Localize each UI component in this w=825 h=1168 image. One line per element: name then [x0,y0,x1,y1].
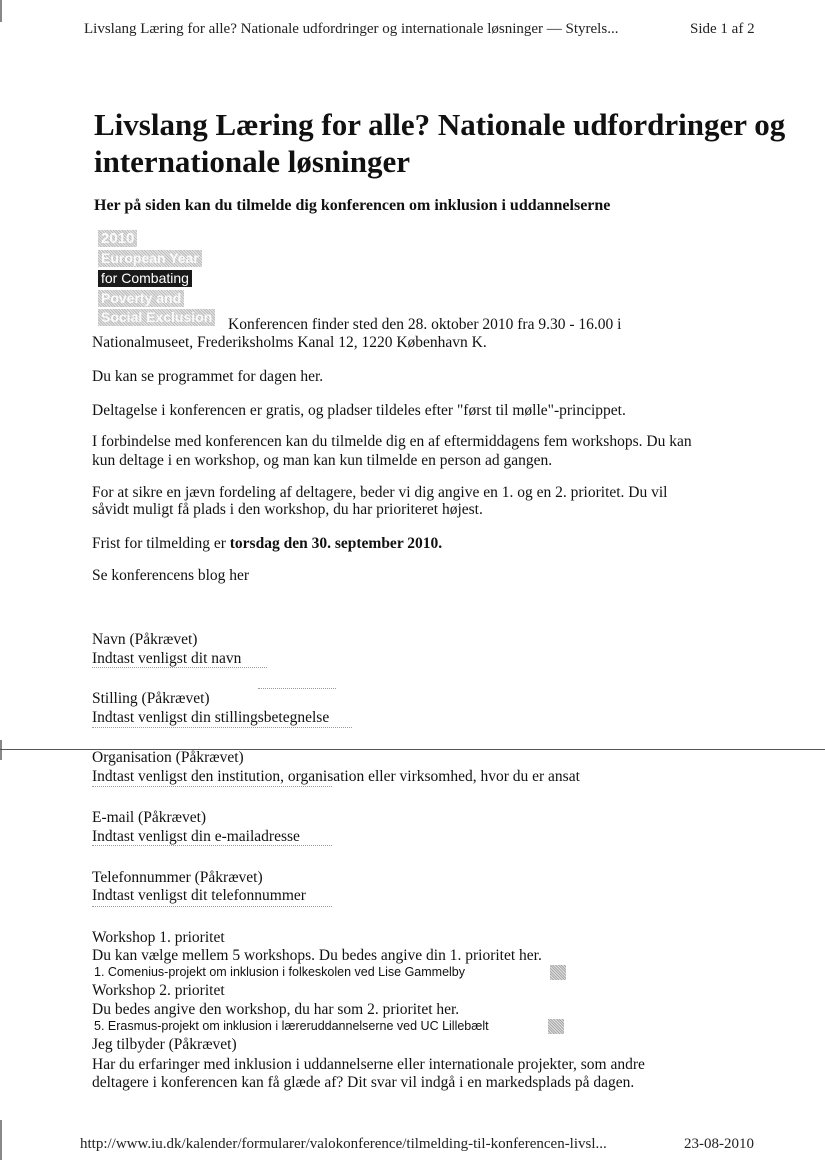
ws2-help: Du bedes angive den workshop, du har som 2. prioritet her. [92,1001,460,1018]
title-help: Indtast venligst din stillingsbetegnelse [92,709,330,726]
workshops-text: I forbindelse med konferencen kan du tilmelde dig en af eftermiddagens fem workshops. Du kan [92,433,692,450]
print-footer-url: http://www.iu.dk/kalender/formularer/valokonference/tilmelding-til-konferencen-livsl... [80,1136,607,1152]
venue-text: Konferencen finder sted den 28. oktober 2010 fra 9.30 - 16.00 i [228,316,622,333]
venue-text: Nationalmuseet, Frederiksholms Kanal 12, 1220 København K. [92,334,487,351]
offer-help: deltagere i konferencen kan få glæde af? Dit svar vil indgå i en markedsplads på dagen. [92,1074,635,1091]
ws2-select[interactable]: 5. Erasmus-projekt om inklusion i læreruddannelserne ved UC Lillebælt [94,1019,489,1033]
logo-line: European Year [98,250,202,267]
logo-line: for Combating [98,270,192,287]
ws1-label: Workshop 1. prioritet [92,929,225,946]
email-label: E-mail (Påkrævet) [92,809,207,826]
deadline-text [92,534,442,553]
print-header-page: Side 1 af 2 [690,21,755,37]
print-footer-date: 23-08-2010 [684,1136,754,1152]
print-header-title: Livslang Læring for alle? Nationale udfordringer og internationale løsninger — Styrels... [84,21,619,37]
title-input[interactable] [92,727,352,728]
offer-label: Jeg tilbyder (Påkrævet) [92,1036,237,1053]
european-year-logo [98,228,222,327]
deadline-prefix: Frist for tilmelding er [92,535,230,552]
scan-mark [0,0,2,22]
email-help: Indtast venligst din e-mailadresse [92,828,300,845]
ws2-label: Workshop 2. prioritet [92,982,225,999]
field-separator [258,688,336,689]
page-title: Livslang Læring for alle? Nationale udfordringer og internationale løsninger [94,107,786,179]
priority-text: såvidt muligt få plads i den workshop, du har prioriteret højest. [92,501,483,518]
logo-year: 2010 [98,230,137,247]
name-input[interactable] [92,667,267,668]
org-input[interactable] [92,786,332,787]
phone-label: Telefonnummer (Påkrævet) [92,869,263,886]
scan-mark [0,740,2,760]
workshops-text: kun deltage i en workshop, og man kan kun tilmelde en person ad gangen. [92,452,553,469]
org-help: Indtast venligst den institution, organisation eller virksomhed, hvor du er ansat [92,768,580,785]
ws1-select[interactable]: 1. Comenius-projekt om inklusion i folkeskolen ved Lise Gammelby [94,965,465,979]
title-label: Stilling (Påkrævet) [92,690,210,707]
logo-line: Poverty and [98,290,184,307]
org-label: Organisation (Påkrævet) [92,749,244,766]
ws1-help: Du kan vælge mellem 5 workshops. Du bedes angive din 1. prioritet her. [92,947,542,964]
program-link[interactable]: Du kan se programmet for dagen her. [92,368,324,385]
blog-link[interactable]: Se konferencens blog her [92,567,250,584]
logo-line: Social Exclusion [98,309,215,326]
ws2-dropdown-icon[interactable] [548,1019,564,1034]
name-help: Indtast venligst dit navn [92,650,242,667]
offer-help: Har du erfaringer med inklusion i uddannelserne eller internationale projekter, som andre [92,1056,645,1073]
priority-text: For at sikre en jævn fordeling af deltagere, beder vi dig angive en 1. og en 2. prioritet. Du vil [92,484,668,501]
name-label: Navn (Påkrævet) [92,631,198,648]
free-text: Deltagelse i konferencen er gratis, og pladser tildeles efter "først til mølle"-princippet. [92,402,626,419]
ws1-dropdown-icon[interactable] [550,965,566,980]
page-subtitle: Her på siden kan du tilmelde dig konferencen om inklusion i uddannelserne [94,197,611,214]
email-input[interactable] [92,845,332,846]
scan-mark [0,1120,2,1160]
phone-help: Indtast venligst dit telefonnummer [92,887,306,904]
deadline-date: torsdag den 30. september 2010. [229,535,443,552]
phone-input[interactable] [92,906,332,907]
